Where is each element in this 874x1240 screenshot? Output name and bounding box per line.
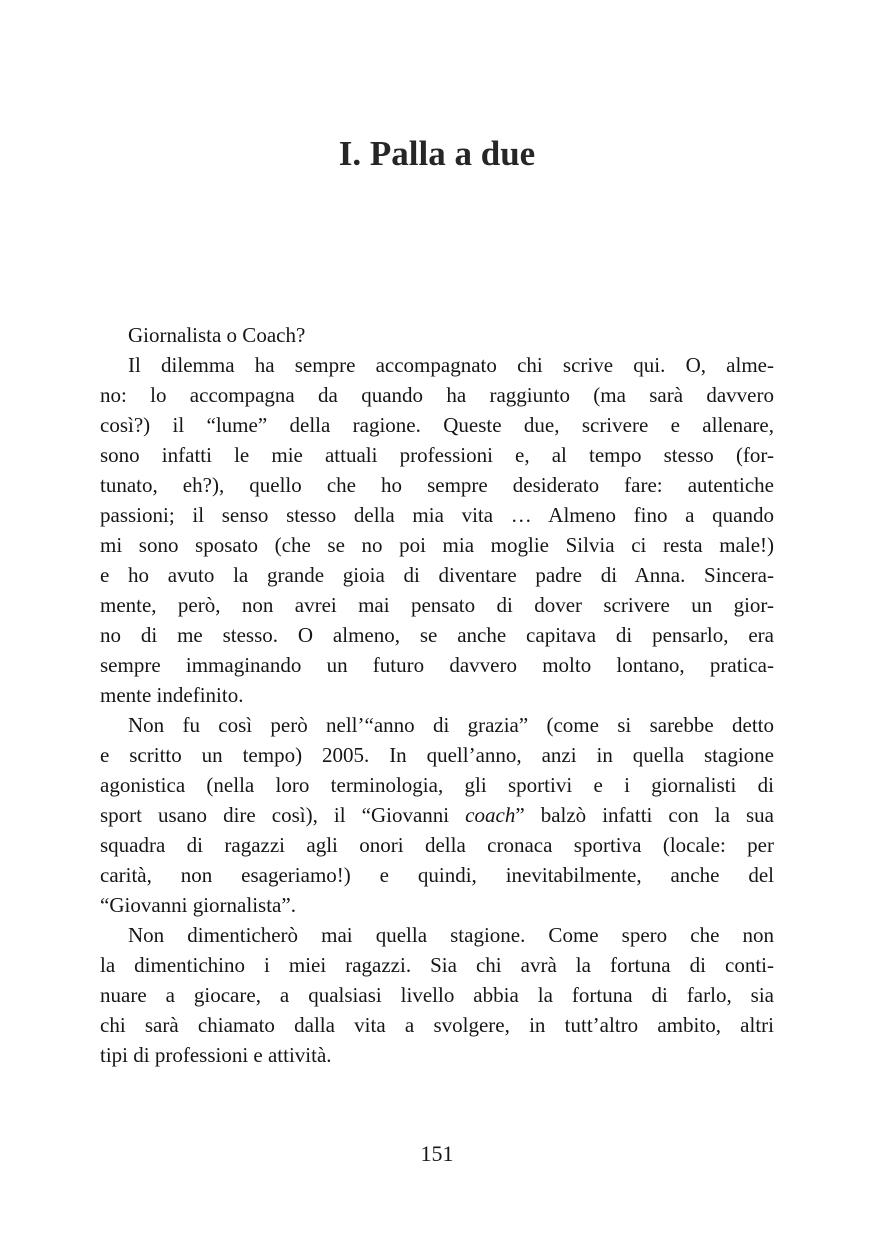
text-line [100, 770, 774, 800]
text-run: chi sarà chiamato dalla vita a svolgere, in tutt’altro ambito, altri [100, 1013, 774, 1037]
text-line [100, 1040, 774, 1070]
text-run: e scritto un tempo) 2005. In quell’anno, anzi in quella stagione [100, 743, 774, 767]
text-run: mente indefinito. [100, 683, 244, 707]
text-line [100, 950, 774, 980]
paragraph [100, 920, 774, 1070]
text-line [100, 650, 774, 680]
text-line [100, 350, 774, 380]
text-run: no: lo accompagna da quando ha raggiunto (ma sarà davvero [100, 383, 774, 407]
body-text [100, 320, 774, 1070]
text-run: sono infatti le mie attuali professioni e, al tempo stesso (for- [100, 443, 774, 467]
text-line [100, 890, 774, 920]
text-line [100, 920, 774, 950]
text-line [100, 680, 774, 710]
text-run: la dimentichino i miei ragazzi. Sia chi avrà la fortuna di conti- [100, 953, 774, 977]
text-run: mi sono sposato (che se no poi mia moglie Silvia ci resta male!) [100, 533, 774, 557]
text-line [100, 710, 774, 740]
text-run: tipi di professioni e attività. [100, 1043, 332, 1067]
text-run: Non fu così però nell’“anno di grazia” (come si sarebbe detto [128, 713, 774, 737]
text-run: ” balzò infatti con la sua [515, 803, 775, 827]
text-line [100, 980, 774, 1010]
text-run: carità, non esageriamo!) e quindi, inevitabilmente, anche del [100, 863, 774, 887]
text-run: Giornalista o Coach? [128, 323, 306, 347]
text-line [100, 440, 774, 470]
italic-text-run: coach [465, 803, 516, 827]
text-run: Il dilemma ha sempre accompagnato chi scrive qui. O, alme- [128, 353, 774, 377]
text-run: mente, però, non avrei mai pensato di dover scrivere un gior- [100, 593, 774, 617]
text-run: così?) il “lume” della ragione. Queste due, scrivere e allenare, [100, 413, 774, 437]
paragraph [100, 320, 774, 350]
paragraph [100, 710, 774, 920]
text-line [100, 1010, 774, 1040]
text-line [100, 830, 774, 860]
text-line [100, 740, 774, 770]
text-run: tunato, eh?), quello che ho sempre desiderato fare: autentiche [100, 473, 774, 497]
text-line [100, 500, 774, 530]
text-run: passioni; il senso stesso della mia vita … Almeno fino a quando [100, 503, 774, 527]
text-line [100, 530, 774, 560]
text-line [100, 860, 774, 890]
paragraph [100, 350, 774, 710]
text-line [100, 620, 774, 650]
text-run: agonistica (nella loro terminologia, gli sportivi e i giornalisti di [100, 773, 774, 797]
text-run: sport usano dire così), il “Giovanni [100, 803, 466, 827]
chapter-title: I. Palla a due [338, 134, 536, 173]
text-line [100, 470, 774, 500]
text-run: sempre immaginando un futuro davvero molto lontano, pratica- [100, 653, 774, 677]
page-number: 151 [420, 1141, 454, 1166]
text-run: no di me stesso. O almeno, se anche capitava di pensarlo, era [100, 623, 774, 647]
text-line [100, 380, 774, 410]
text-run: “Giovanni giornalista”. [100, 893, 296, 917]
text-line [100, 590, 774, 620]
text-line [100, 560, 774, 590]
text-run: Non dimenticherò mai quella stagione. Come spero che non [128, 923, 774, 947]
text-line [100, 410, 774, 440]
text-run: e ho avuto la grande gioia di diventare padre di Anna. Sincera- [100, 563, 774, 587]
text-line [100, 800, 774, 830]
text-line [100, 320, 774, 350]
text-run: squadra di ragazzi agli onori della cronaca sportiva (locale: per [100, 833, 774, 857]
text-run: nuare a giocare, a qualsiasi livello abbia la fortuna di farlo, sia [100, 983, 774, 1007]
